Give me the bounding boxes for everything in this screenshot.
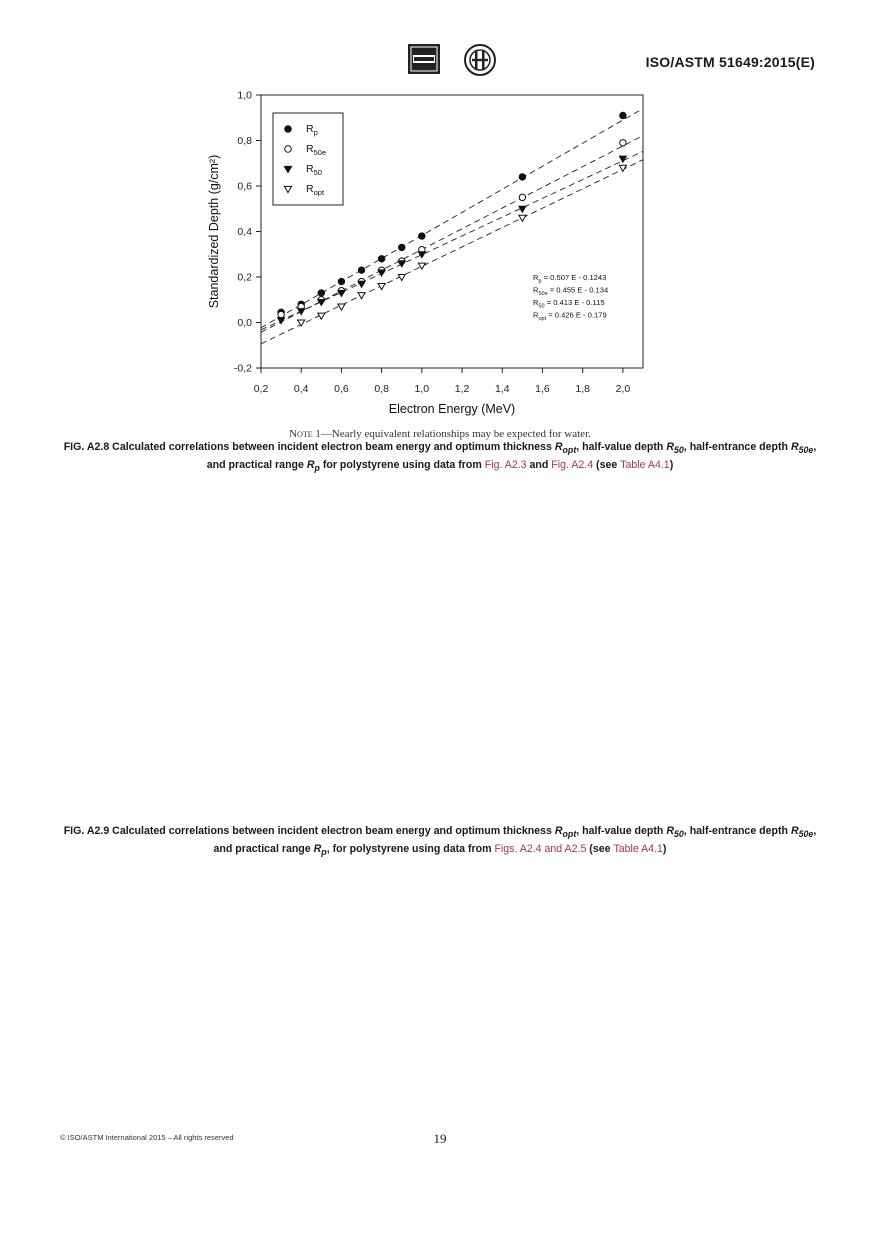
caption-fig-a2-9 <box>60 824 820 860</box>
data-point <box>298 320 305 326</box>
figure-note <box>0 428 880 440</box>
page-number: 19 <box>433 1131 447 1146</box>
x-tick-label: 1,4 <box>494 383 510 395</box>
symbol-r: R <box>554 441 563 453</box>
caption-text: ) <box>669 459 674 472</box>
data-point <box>298 309 305 315</box>
caption-text: for polystyrene using data from <box>319 459 485 472</box>
fit-equation: $R_{50} = 0.413$ E - 0.115 <box>533 298 605 310</box>
symbol-sub: 50 <box>673 445 684 456</box>
y-axis-label: Standardized Depth (g/cm²) <box>207 154 221 309</box>
y-tick-label: 1,0 <box>237 89 252 102</box>
note-prefix: Note <box>289 428 313 440</box>
caption-text: ) <box>662 843 667 856</box>
link-table-a4-1[interactable]: Table A4.1 <box>620 459 670 472</box>
caption-text: FIG. A2.9 Calculated correlations between incident electron beam energy and optimum thickness <box>63 825 555 837</box>
caption-text: , half-value depth <box>576 441 667 453</box>
caption-text: , and practical range <box>213 825 817 856</box>
caption-text: , for polystyrene using data from <box>326 843 495 856</box>
symbol-r: R <box>790 441 799 453</box>
symbol-r: R <box>313 843 322 856</box>
legend <box>273 113 343 205</box>
fit-equation: $R_{opt} = 0.426$ E - 0.179 <box>533 310 607 322</box>
caption-text: , half-entrance depth <box>683 825 791 837</box>
data-point <box>358 267 364 273</box>
data-point <box>519 194 525 200</box>
symbol-r: R <box>790 825 799 837</box>
caption-text: (see <box>593 459 621 472</box>
data-point <box>318 290 324 296</box>
y-tick-label: -0,2 <box>233 362 252 375</box>
caption-text: , half-entrance depth <box>683 441 791 453</box>
symbol-r: R <box>306 459 315 472</box>
data-point <box>418 252 425 258</box>
legend-entry: $R_p$ <box>306 123 318 138</box>
data-point <box>358 293 365 299</box>
data-point <box>519 215 526 221</box>
copyright-notice: © ISO/ASTM International 2015 – All rights reserved <box>60 1133 234 1142</box>
data-point <box>378 256 384 262</box>
symbol-r: R <box>666 441 674 453</box>
fit-equation: $R_{50e} = 0.455$ E - 0.134 <box>533 285 609 297</box>
x-tick-label: 1,6 <box>535 383 550 395</box>
symbol-r: R <box>554 825 563 837</box>
fit-equation: $R_p = 0.507$ E - 0.1243 <box>533 273 607 285</box>
x-tick-label: 0,2 <box>253 383 269 395</box>
symbol-sub: 50e <box>798 445 814 456</box>
y-tick-label: 0,6 <box>237 180 252 193</box>
symbol-sub: p <box>321 847 327 858</box>
symbol-sub: 50e <box>798 829 814 840</box>
data-point <box>620 112 626 118</box>
legend-entry: $R_{opt}$ <box>306 183 325 198</box>
x-tick-label: 1,2 <box>454 383 470 395</box>
caption-text: (see <box>586 843 614 856</box>
x-tick-label: 0,8 <box>374 383 389 395</box>
y-tick-label: 0,8 <box>237 135 252 147</box>
link-table-a4-1[interactable]: Table A4.1 <box>613 843 663 856</box>
symbol-sub: opt <box>562 445 577 456</box>
x-tick-label: 0,4 <box>293 383 309 395</box>
document-id: ISO/ASTM 51649:2015(E) <box>645 54 815 70</box>
link-fig-a2-4[interactable]: Fig. A2.4 <box>551 459 594 472</box>
symbol-sub: p <box>314 463 320 474</box>
legend-marker <box>285 126 292 133</box>
x-tick-label: 1,0 <box>414 383 430 395</box>
legend-entry: $R_{50}$ <box>306 163 322 178</box>
note-text: —Nearly equivalent relationships may be expected for water. <box>320 428 591 440</box>
y-tick-label: 0,4 <box>237 226 252 238</box>
symbol-sub: opt <box>562 829 577 840</box>
symbol-r: R <box>666 825 674 837</box>
data-point <box>338 304 345 310</box>
link-fig-a2-3[interactable]: Fig. A2.3 <box>484 459 527 472</box>
data-point <box>620 140 626 146</box>
x-tick-label: 1,8 <box>575 383 590 395</box>
y-tick-label: 0,0 <box>237 317 252 329</box>
caption-text: FIG. A2.8 Calculated correlations between incident electron beam energy and optimum thickness <box>63 441 555 453</box>
caption-text: , and practical range <box>206 441 817 472</box>
caption-fig-a2-8 <box>60 440 820 476</box>
caption-text: , half-value depth <box>576 825 667 837</box>
caption-text: and <box>526 459 552 472</box>
legend-marker <box>285 146 292 153</box>
data-point <box>338 278 344 284</box>
y-tick-label: 0,2 <box>237 271 252 284</box>
data-point <box>519 174 525 180</box>
chart-group <box>207 90 643 417</box>
note-number: 1 <box>315 428 321 440</box>
x-tick-label: 0,6 <box>334 383 349 395</box>
data-point <box>399 244 405 250</box>
x-tick-label: 2,0 <box>615 383 631 395</box>
symbol-sub: 50 <box>673 829 684 840</box>
link-figs-a2-4-a2-5[interactable]: Figs. A2.4 and A2.5 <box>494 843 587 856</box>
legend-entry: $R_{50e}$ <box>306 143 327 158</box>
data-point <box>419 233 425 239</box>
data-point <box>278 311 284 317</box>
x-axis-label: Electron Energy (MeV) <box>388 402 516 416</box>
data-point <box>418 263 425 269</box>
